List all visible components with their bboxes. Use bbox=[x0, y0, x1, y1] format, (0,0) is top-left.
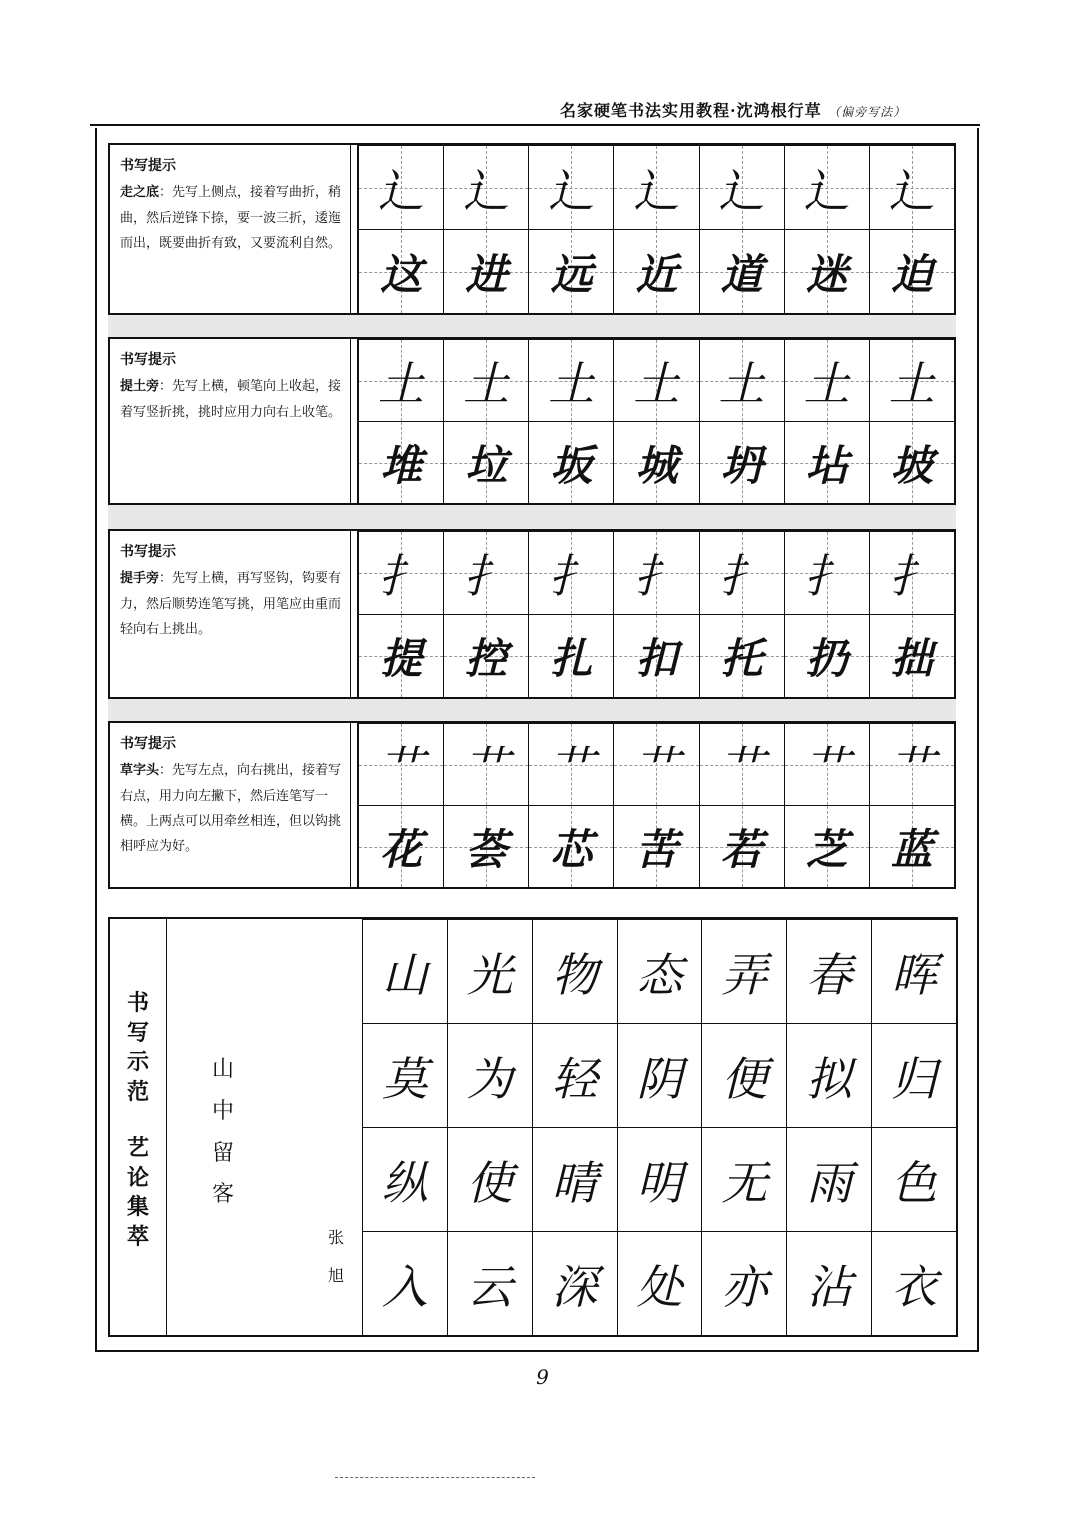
example-char-cell: 蓝 bbox=[869, 805, 954, 887]
example-char-cell: 坂 bbox=[528, 421, 613, 503]
radical-cell: 艹 bbox=[613, 723, 698, 805]
demo-char-cell: 晖 bbox=[871, 919, 956, 1023]
practice-section bbox=[108, 337, 956, 505]
practice-section bbox=[108, 721, 956, 889]
radical-cell: 辶 bbox=[869, 145, 954, 229]
demo-char-cell: 物 bbox=[532, 919, 617, 1023]
example-char-cell: 道 bbox=[699, 229, 784, 313]
demo-char-cell: 态 bbox=[617, 919, 702, 1023]
radical-cell: 辶 bbox=[528, 145, 613, 229]
side-label-theory: 艺论集萃 bbox=[126, 1136, 149, 1251]
demo-char-cell: 使 bbox=[447, 1127, 532, 1231]
demo-char-cell: 入 bbox=[362, 1231, 447, 1335]
radical-cell: 辶 bbox=[443, 145, 528, 229]
example-char-cell: 进 bbox=[443, 229, 528, 313]
demo-char-cell: 春 bbox=[786, 919, 871, 1023]
demo-char-cell: 弄 bbox=[701, 919, 786, 1023]
header-title: 名家硬笔书法实用教程·沈鸿根行草 bbox=[560, 101, 822, 120]
example-char-cell: 控 bbox=[443, 614, 528, 697]
tip-heading: 书写提示 bbox=[120, 158, 176, 174]
header-subtitle: （偏旁写法） bbox=[828, 105, 907, 119]
radical-cell: 土 bbox=[613, 339, 698, 421]
side-label-demo: 书写示范 bbox=[126, 991, 149, 1106]
section-separator bbox=[108, 315, 956, 337]
tip-heading: 书写提示 bbox=[120, 544, 176, 560]
example-char-cell: 坡 bbox=[869, 421, 954, 503]
radical-cell: 辶 bbox=[699, 145, 784, 229]
radical-cell: 辶 bbox=[613, 145, 698, 229]
demo-char-cell: 明 bbox=[617, 1127, 702, 1231]
demo-char-cell: 沾 bbox=[786, 1231, 871, 1335]
example-char-cell: 芯 bbox=[528, 805, 613, 887]
header-rule bbox=[90, 124, 980, 126]
tip-heading: 书写提示 bbox=[120, 736, 176, 752]
demo-grid bbox=[362, 919, 956, 1335]
tip-term: 提手旁 bbox=[120, 571, 160, 587]
page-number: 9 bbox=[536, 1365, 549, 1389]
radical-cell: 土 bbox=[528, 339, 613, 421]
demo-char-cell: 色 bbox=[871, 1127, 956, 1231]
page-header bbox=[560, 98, 990, 121]
radical-cell: 扌 bbox=[869, 531, 954, 614]
demo-char-cell: 纵 bbox=[362, 1127, 447, 1231]
tip-description: ：先写上横，再写竖钩，钩要有力，然后顺势连笔写挑，用笔应由重而轻向右上挑出。 bbox=[120, 571, 342, 637]
radical-cell: 土 bbox=[784, 339, 869, 421]
radical-cell: 辶 bbox=[784, 145, 869, 229]
demo-char-cell: 轻 bbox=[532, 1023, 617, 1127]
demo-char-cell: 晴 bbox=[532, 1127, 617, 1231]
demo-char-cell: 云 bbox=[447, 1231, 532, 1335]
radical-cell: 扌 bbox=[699, 531, 784, 614]
demo-char-cell: 无 bbox=[701, 1127, 786, 1231]
section-separator bbox=[108, 505, 956, 529]
demo-char-cell: 拟 bbox=[786, 1023, 871, 1127]
demo-char-cell: 山 bbox=[362, 919, 447, 1023]
writing-tip bbox=[110, 339, 350, 503]
radical-cell: 艹 bbox=[784, 723, 869, 805]
divider bbox=[350, 723, 358, 887]
writing-tip bbox=[110, 145, 350, 313]
demo-char-cell: 莫 bbox=[362, 1023, 447, 1127]
radical-cell: 扌 bbox=[528, 531, 613, 614]
tip-description: ：先写上横，顿笔向上收起，接着写竖折挑，挑时应用力向右上收笔。 bbox=[120, 379, 342, 420]
tip-heading: 书写提示 bbox=[120, 352, 176, 368]
radical-cell: 土 bbox=[869, 339, 954, 421]
demo-char-cell: 光 bbox=[447, 919, 532, 1023]
poem-title: 山中留客 bbox=[211, 1057, 234, 1208]
tip-term: 草字头 bbox=[120, 763, 160, 779]
tip-description: ：先写左点，向右挑出，接着写右点，用力向左撇下，然后连笔写一横。上两点可以用牵丝相连，但以钩挑相呼应为好。 bbox=[120, 763, 342, 855]
practice-section bbox=[108, 143, 956, 315]
divider bbox=[350, 145, 358, 313]
example-char-cell: 扣 bbox=[613, 614, 698, 697]
example-char-cell: 坍 bbox=[699, 421, 784, 503]
demo-char-cell: 归 bbox=[871, 1023, 956, 1127]
example-char-cell: 提 bbox=[358, 614, 443, 697]
example-char-cell: 城 bbox=[613, 421, 698, 503]
radical-cell: 土 bbox=[358, 339, 443, 421]
demo-char-cell: 阴 bbox=[617, 1023, 702, 1127]
radical-cell: 扌 bbox=[613, 531, 698, 614]
radical-cell: 辶 bbox=[358, 145, 443, 229]
radical-cell: 扌 bbox=[784, 531, 869, 614]
example-char-cell: 迫 bbox=[869, 229, 954, 313]
example-char-cell: 托 bbox=[699, 614, 784, 697]
example-char-cell: 坫 bbox=[784, 421, 869, 503]
radical-cell: 艹 bbox=[869, 723, 954, 805]
radical-cell: 扌 bbox=[358, 531, 443, 614]
example-char-cell: 堆 bbox=[358, 421, 443, 503]
example-char-cell: 花 bbox=[358, 805, 443, 887]
tip-term: 走之底 bbox=[120, 185, 160, 201]
writing-tip bbox=[110, 723, 350, 887]
example-char-cell: 远 bbox=[528, 229, 613, 313]
radical-cell: 艹 bbox=[443, 723, 528, 805]
demo-char-cell: 深 bbox=[532, 1231, 617, 1335]
example-char-cell: 近 bbox=[613, 229, 698, 313]
section-separator bbox=[108, 699, 956, 721]
writing-tip bbox=[110, 531, 350, 697]
example-char-cell: 这 bbox=[358, 229, 443, 313]
example-char-cell: 苦 bbox=[613, 805, 698, 887]
footer-mark bbox=[335, 1477, 535, 1478]
tip-term: 提土旁 bbox=[120, 379, 160, 395]
radical-cell: 土 bbox=[443, 339, 528, 421]
example-char-cell: 扔 bbox=[784, 614, 869, 697]
demo-char-cell: 雨 bbox=[786, 1127, 871, 1231]
practice-section bbox=[108, 529, 956, 699]
divider bbox=[350, 531, 358, 697]
demo-char-cell: 衣 bbox=[871, 1231, 956, 1335]
example-char-cell: 扎 bbox=[528, 614, 613, 697]
example-char-cell: 若 bbox=[699, 805, 784, 887]
divider bbox=[350, 339, 358, 503]
tip-description: ：先写上侧点，接着写曲折，稍曲，然后逆锋下捺，要一波三折，逶迤而出，既要曲折有致，又要流利自然。 bbox=[120, 185, 342, 251]
poem-author: 张旭 bbox=[327, 1228, 344, 1286]
radical-cell: 艹 bbox=[699, 723, 784, 805]
radical-cell: 土 bbox=[699, 339, 784, 421]
demo-side-label bbox=[110, 919, 167, 1335]
example-char-cell: 芝 bbox=[784, 805, 869, 887]
example-char-cell: 迷 bbox=[784, 229, 869, 313]
writing-demo-section bbox=[108, 917, 958, 1337]
example-char-cell: 荟 bbox=[443, 805, 528, 887]
example-char-cell: 垃 bbox=[443, 421, 528, 503]
demo-char-cell: 便 bbox=[701, 1023, 786, 1127]
demo-char-cell: 亦 bbox=[701, 1231, 786, 1335]
radical-cell: 艹 bbox=[528, 723, 613, 805]
demo-char-cell: 处 bbox=[617, 1231, 702, 1335]
demo-char-cell: 为 bbox=[447, 1023, 532, 1127]
example-char-cell: 拙 bbox=[869, 614, 954, 697]
radical-cell: 艹 bbox=[358, 723, 443, 805]
radical-cell: 扌 bbox=[443, 531, 528, 614]
